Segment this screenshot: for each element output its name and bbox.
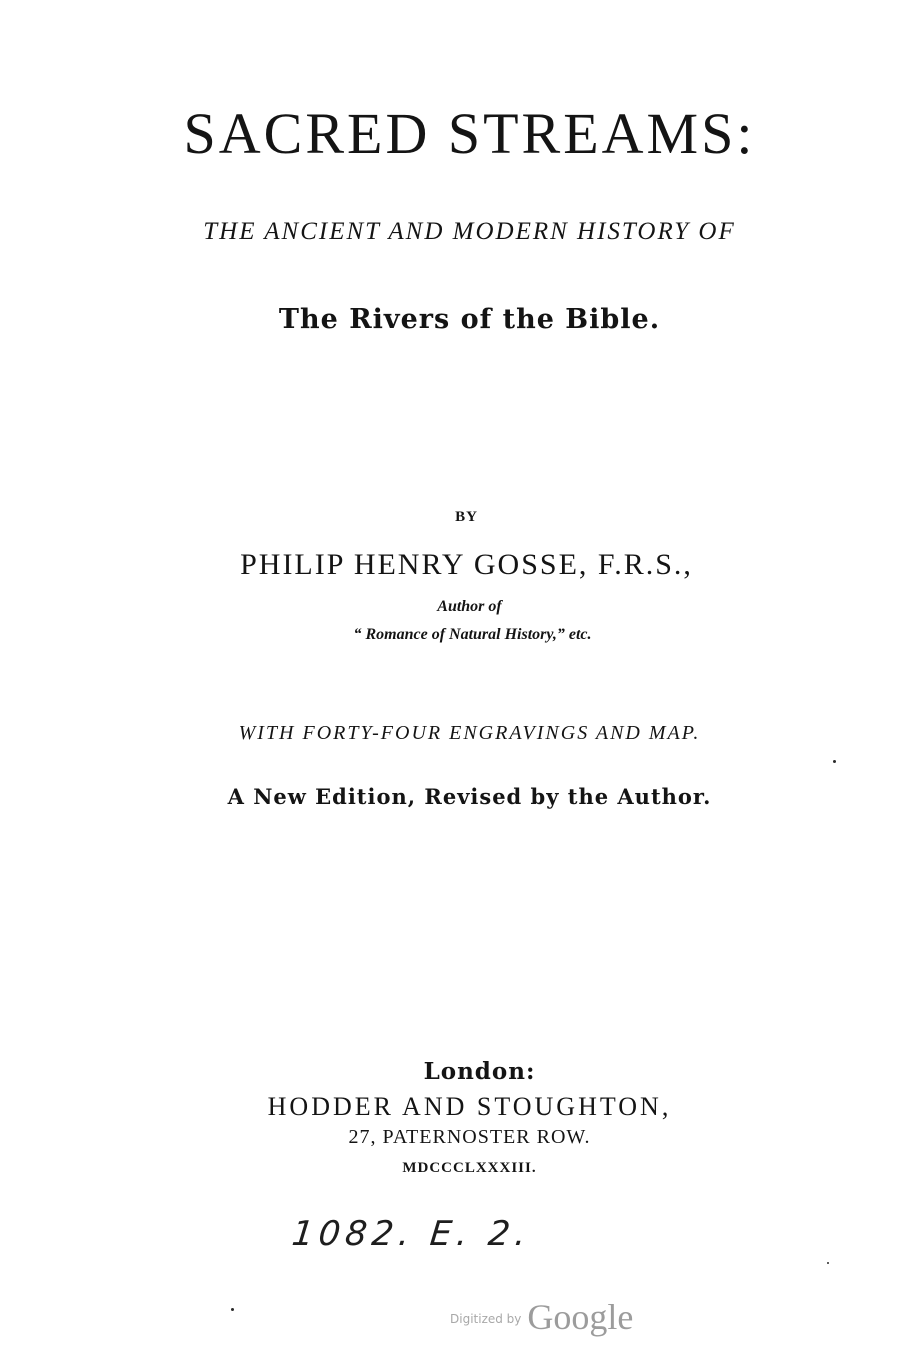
author-of-label: Author of: [437, 598, 502, 615]
google-watermark: [450, 1296, 633, 1338]
imprint-city: London:: [423, 1058, 536, 1085]
google-logo: Google: [527, 1297, 634, 1337]
publisher-name: HODDER AND STOUGHTON,: [267, 1092, 672, 1121]
paper-speck: [827, 1262, 829, 1264]
digitized-by-label: Digitized by: [450, 1312, 522, 1326]
book-title: SACRED STREAMS:: [183, 101, 756, 166]
publisher-address: 27, PATERNOSTER ROW.: [348, 1126, 591, 1148]
publication-date: MDCCCLXXXIII.: [402, 1160, 537, 1176]
author-name: PHILIP HENRY GOSSE, F.R.S.,: [240, 548, 693, 581]
engravings-note: WITH FORTY-FOUR ENGRAVINGS AND MAP.: [238, 722, 701, 744]
handwritten-shelfmark: 1082. E. 2.: [289, 1214, 533, 1254]
author-other-work: “ Romance of Natural History,” etc.: [353, 626, 592, 643]
paper-speck: [231, 1308, 234, 1311]
by-line: BY: [455, 509, 478, 525]
book-subtitle-blackletter: The Rivers of the Bible.: [278, 304, 661, 335]
paper-speck: [833, 760, 836, 763]
edition-note: A New Edition, Revised by the Author.: [227, 784, 712, 809]
book-subtitle: THE ANCIENT AND MODERN HISTORY OF: [203, 218, 736, 245]
